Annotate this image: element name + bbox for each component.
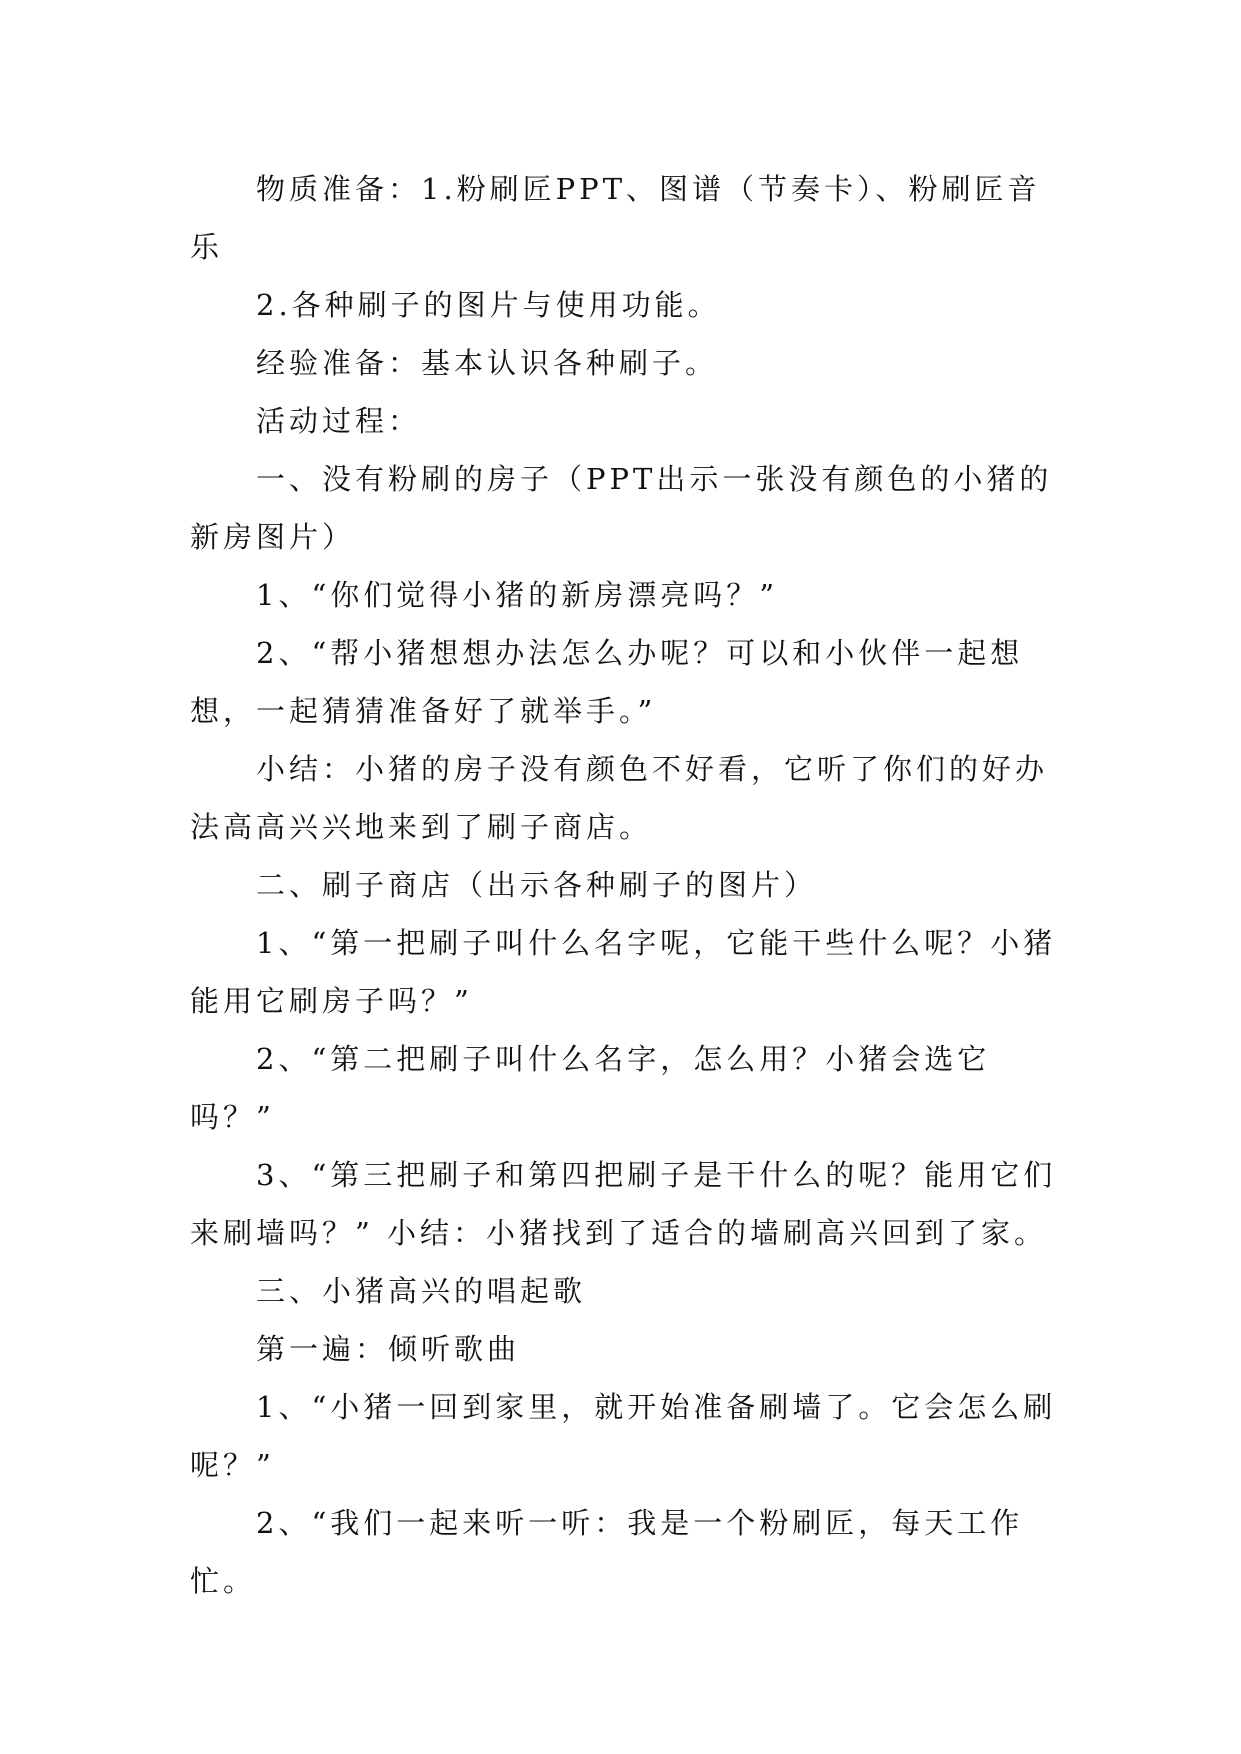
paragraph-brush-1: 1、“第一把刷子叫什么名字呢，它能干些什么呢？小猪能用它刷房子吗？” xyxy=(190,926,1057,1018)
paragraph-brush-2: 2、“第二把刷子叫什么名字，怎么用？小猪会选它吗？” xyxy=(190,1042,991,1134)
paragraph-question-1: 1、“你们觉得小猪的新房漂亮吗？” xyxy=(256,578,779,612)
paragraph-first-pass: 第一遍：倾听歌曲 xyxy=(256,1332,521,1366)
paragraph-process-heading: 活动过程： xyxy=(256,404,422,438)
paragraph-experience: 经验准备：基本认识各种刷子。 xyxy=(256,346,719,380)
paragraph-summary-1: 小结：小猪的房子没有颜色不好看，它听了你们的好办法高高兴兴地来到了刷子商店。 xyxy=(190,752,1049,844)
paragraph-materials-2: 2.各种刷子的图片与使用功能。 xyxy=(256,288,721,322)
paragraph-song-question-1: 1、“小猪一回到家里，就开始准备刷墙了。它会怎么刷呢？” xyxy=(190,1390,1057,1482)
paragraph-section-3: 三、小猪高兴的唱起歌 xyxy=(256,1274,587,1308)
paragraph-brush-3: 3、“第三把刷子和第四把刷子是干什么的呢？能用它们来刷墙吗？” 小结：小猪找到了适合的墙刷高兴回到了家。 xyxy=(190,1158,1057,1250)
paragraph-song-question-2: 2、“我们一起来听一听：我是一个粉刷匠，每天工作忙。 xyxy=(190,1506,1024,1598)
document-body xyxy=(190,160,1058,1610)
paragraph-materials: 物质准备：1.粉刷匠PPT、图谱（节奏卡）、粉刷匠音乐 xyxy=(190,172,1041,264)
paragraph-section-1: 一、没有粉刷的房子（PPT出示一张没有颜色的小猪的新房图片） xyxy=(190,462,1053,554)
paragraph-section-2: 二、刷子商店（出示各种刷子的图片） xyxy=(256,868,818,902)
paragraph-question-2: 2、“帮小猪想想办法怎么办呢？可以和小伙伴一起想想，一起猜猜准备好了就举手。” xyxy=(190,636,1024,728)
